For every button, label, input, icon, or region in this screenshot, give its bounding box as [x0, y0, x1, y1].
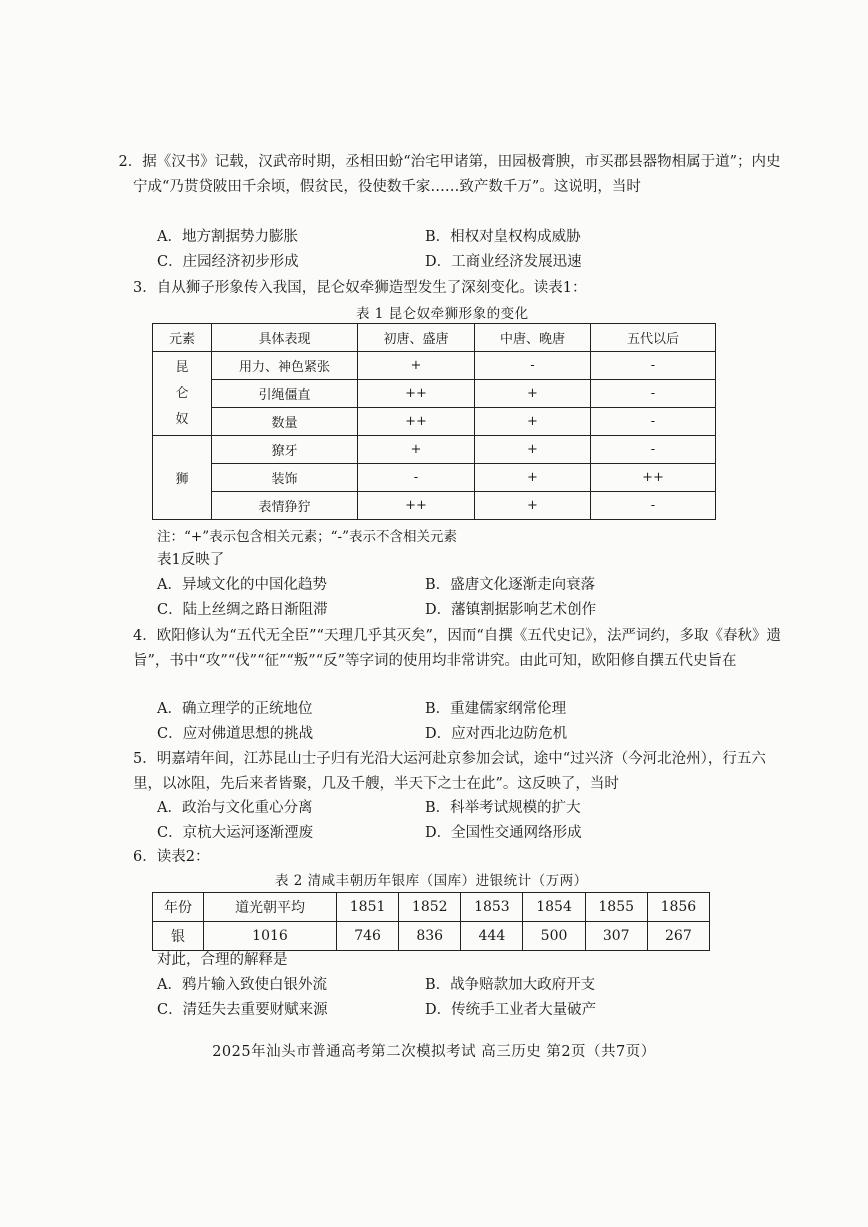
table-cell: 500 — [523, 922, 585, 951]
question-2-options — [157, 225, 797, 275]
question-4-options — [157, 697, 797, 747]
table-row — [153, 893, 710, 922]
table-1-note: 注：“+”表示包含相关元素；“-”表示不含相关元素 — [157, 529, 457, 545]
table-cell: + — [358, 436, 475, 464]
header-cell: 具体表现 — [212, 324, 358, 352]
table-cell: 307 — [585, 922, 647, 951]
table-row — [153, 352, 716, 380]
question-3-follow: 表1反映了 — [157, 552, 225, 568]
table-row — [153, 464, 716, 492]
table-cell: - — [475, 352, 591, 380]
table-2-caption: 表 2 清咸丰朝历年银库（国库）进银统计（万两） — [275, 873, 588, 889]
question-6-options — [157, 973, 797, 1023]
table-cell: + — [475, 436, 591, 464]
table-cell: 数量 — [212, 408, 358, 436]
table-cell: 1856 — [647, 893, 709, 922]
table-cell: 1851 — [337, 893, 399, 922]
option-a[interactable]: A．鸦片输入致使白银外流 — [157, 977, 327, 993]
question-5-options — [157, 796, 797, 846]
table-cell: 836 — [399, 922, 461, 951]
table-cell: ++ — [358, 408, 475, 436]
option-b[interactable]: B．相权对皇权构成威胁 — [425, 229, 581, 245]
option-a[interactable]: A．确立理学的正统地位 — [157, 701, 313, 717]
table-cell: - — [591, 492, 716, 520]
table-cell: 装饰 — [212, 464, 358, 492]
group-label-lion: 狮 — [153, 436, 212, 520]
page-footer: 2025年汕头市普通高考第二次模拟考试 高三历史 第2页（共7页） — [212, 1044, 656, 1060]
table-2 — [152, 892, 710, 951]
option-c[interactable]: C．庄园经济初步形成 — [157, 254, 299, 270]
question-2-stem: 2．据《汉书》记载，汉武帝时期，丞相田蚡“治宅甲诸第，田园极膏腴，市买郡县器物相属于道”；内史宁成“乃贳贷陂田千余顷，假贫民，役使数千家……致产数千万”。这说明，当时 — [118, 154, 781, 195]
header-cell: 五代以后 — [591, 324, 716, 352]
table-1-caption: 表 1 昆仑奴牵狮形象的变化 — [356, 306, 529, 322]
question-3-stem: 3．自从狮子形象传入我国，昆仑奴牵狮造型发生了深刻变化。读表1： — [133, 280, 587, 296]
option-b[interactable]: B．科举考试规模的扩大 — [425, 800, 581, 816]
table-cell: + — [475, 408, 591, 436]
table-cell: 1853 — [461, 893, 523, 922]
table-row — [153, 380, 716, 408]
table-cell: 444 — [461, 922, 523, 951]
table-cell: 银 — [153, 922, 204, 951]
option-c[interactable]: C．应对佛道思想的挑战 — [157, 726, 314, 742]
table-cell: - — [591, 436, 716, 464]
table-cell: 1854 — [523, 893, 585, 922]
question-6 — [133, 845, 793, 870]
table-cell: + — [475, 380, 591, 408]
table-1-header — [153, 324, 716, 352]
option-d[interactable]: D．工商业经济发展迅速 — [425, 254, 582, 270]
question-6-stem: 6．读表2： — [133, 849, 210, 865]
table-cell: 引绳僵直 — [212, 380, 358, 408]
question-3 — [133, 276, 793, 301]
table-row — [153, 492, 716, 520]
table-cell: 267 — [647, 922, 709, 951]
option-d[interactable]: D．藩镇割据影响艺术创作 — [425, 602, 597, 618]
table-cell: ++ — [591, 464, 716, 492]
option-a[interactable]: A．政治与文化重心分离 — [157, 800, 313, 816]
table-cell: ++ — [358, 380, 475, 408]
question-3-options — [157, 573, 797, 623]
table-cell: - — [591, 352, 716, 380]
option-c[interactable]: C．陆上丝绸之路日渐阻滞 — [157, 602, 328, 618]
table-cell: 道光朝平均 — [204, 893, 337, 922]
table-row — [153, 922, 710, 951]
table-cell: 1852 — [399, 893, 461, 922]
table-row — [153, 408, 716, 436]
table-cell: + — [475, 492, 591, 520]
header-cell: 元素 — [153, 324, 212, 352]
table-cell: 獠牙 — [212, 436, 358, 464]
table-cell: + — [475, 464, 591, 492]
question-4-stem: 4．欧阳修认为“五代无全臣”“天理几乎其灭矣”，因而“自撰《五代史记》，法严词约，多取《春秋》遗旨”，书中“攻”“伐”“征”“叛”“反”等字词的使用均非常讲究。由此可知，欧阳修自撰五代史旨在 — [133, 628, 782, 669]
question-2 — [118, 150, 793, 200]
header-cell: 初唐、盛唐 — [358, 324, 475, 352]
question-4 — [133, 624, 793, 674]
table-row — [153, 436, 716, 464]
table-cell: 用力、神色紧张 — [212, 352, 358, 380]
table-cell: 746 — [337, 922, 399, 951]
option-a[interactable]: A．地方割据势力膨胀 — [157, 229, 298, 245]
option-d[interactable]: D．传统手工业者大量破产 — [425, 1002, 597, 1018]
option-d[interactable]: D．全国性交通网络形成 — [425, 825, 582, 841]
option-d[interactable]: D．应对西北边防危机 — [425, 726, 568, 742]
header-cell: 中唐、晚唐 — [475, 324, 591, 352]
option-b[interactable]: B．战争赔款加大政府开支 — [425, 977, 596, 993]
option-b[interactable]: B．重建儒家纲常伦理 — [425, 701, 567, 717]
table-1 — [152, 323, 716, 520]
group-label-kunlunnu: 昆仑奴 — [153, 352, 212, 436]
question-5 — [133, 747, 793, 797]
question-5-stem: 5．明嘉靖年间，江苏昆山士子归有光沿大运河赴京参加会试，途中“过兴济（今河北沧州），行五六里，以冰阻，先后来者皆聚，几及千艘，半天下之士在此”。这反映了，当时 — [133, 751, 766, 792]
table-cell: 表情狰狞 — [212, 492, 358, 520]
table-cell: 1016 — [204, 922, 337, 951]
question-6-follow: 对此，合理的解释是 — [157, 952, 288, 968]
option-a[interactable]: A．异域文化的中国化趋势 — [157, 577, 327, 593]
option-c[interactable]: C．清廷失去重要财赋来源 — [157, 1002, 328, 1018]
table-cell: + — [358, 352, 475, 380]
option-b[interactable]: B．盛唐文化逐渐走向衰落 — [425, 577, 596, 593]
table-cell: - — [591, 408, 716, 436]
table-cell: 年份 — [153, 893, 204, 922]
table-cell: ++ — [358, 492, 475, 520]
table-cell: - — [591, 380, 716, 408]
table-cell: 1855 — [585, 893, 647, 922]
table-cell: - — [358, 464, 475, 492]
option-c[interactable]: C．京杭大运河逐渐湮废 — [157, 825, 314, 841]
